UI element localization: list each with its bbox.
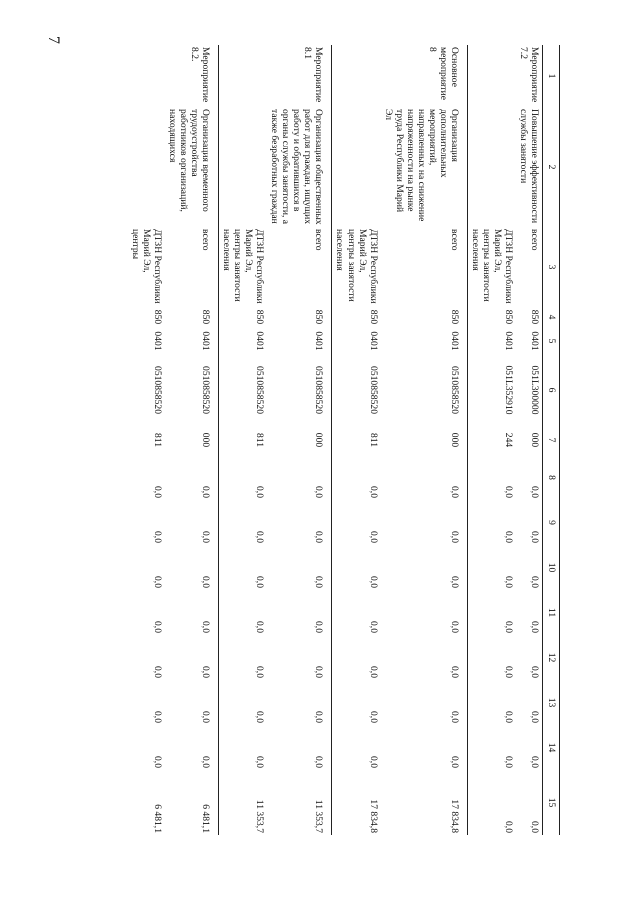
table-cell: Мероприятие 8.1 bbox=[267, 45, 332, 107]
table-body bbox=[128, 45, 543, 835]
table-cell: 0,0 bbox=[502, 821, 514, 833]
table-row bbox=[267, 45, 332, 835]
table-cell: 0,0 bbox=[381, 500, 468, 545]
table-cell: 850 bbox=[502, 309, 514, 325]
table-cell: 850 bbox=[529, 309, 540, 325]
table-cell: Основное мероприятие 8 bbox=[381, 45, 468, 107]
table-cell: ДТЗН Республики Марий Эл, центры занятости населения bbox=[334, 229, 379, 304]
table-cell: 0,0 bbox=[502, 486, 514, 498]
table-cell: 811 bbox=[152, 432, 164, 448]
table-cell: 0,0 bbox=[529, 621, 540, 633]
table-cell: 0,0 bbox=[381, 680, 468, 725]
table-cell: 0,0 bbox=[165, 590, 219, 635]
table-cell: 0,0 bbox=[529, 756, 540, 768]
table-cell: 811 bbox=[367, 432, 379, 448]
table-cell: 0,0 bbox=[502, 711, 514, 723]
table-cell: 0,0 bbox=[381, 725, 468, 770]
table-cell: 0,0 bbox=[529, 711, 540, 723]
table-cell: 051L352910 bbox=[502, 365, 514, 415]
table-cell: 0,0 bbox=[254, 756, 266, 768]
header-cell: 14 bbox=[543, 725, 560, 770]
table-cell bbox=[332, 107, 381, 227]
table-cell: 0,0 bbox=[267, 635, 332, 680]
table-cell: 0,0 bbox=[502, 756, 514, 768]
table-cell: 0401 bbox=[529, 331, 540, 351]
table-row bbox=[516, 45, 543, 835]
table-cell: 0,0 bbox=[529, 531, 540, 543]
table-cell bbox=[467, 107, 516, 227]
table-cell: 0510858520 bbox=[152, 366, 164, 414]
header-cell: 7 bbox=[543, 425, 560, 455]
table-cell: 850 bbox=[267, 307, 332, 327]
table-cell: 000 bbox=[381, 425, 468, 455]
table-cell: 0,0 bbox=[367, 486, 379, 498]
table-cell: 0,0 bbox=[152, 576, 164, 588]
table-cell: 0,0 bbox=[165, 545, 219, 590]
table-cell: 0,0 bbox=[381, 545, 468, 590]
header-row bbox=[543, 45, 560, 835]
table-cell: 0,0 bbox=[267, 590, 332, 635]
table-cell: 0401 bbox=[152, 331, 164, 351]
table-cell: 17 834,8 bbox=[381, 770, 468, 835]
table-row bbox=[219, 45, 268, 835]
table-cell: 6 481,1 bbox=[152, 804, 164, 833]
table-cell: 0,0 bbox=[529, 576, 540, 588]
table-row bbox=[467, 45, 516, 835]
table-cell: 0510858520 bbox=[267, 355, 332, 425]
table-cell: 11 353,7 bbox=[254, 799, 266, 833]
table-cell: 0,0 bbox=[502, 666, 514, 678]
table-cell: 0510858520 bbox=[381, 355, 468, 425]
page-number: 7 bbox=[45, 36, 62, 44]
table-cell: 000 bbox=[529, 432, 540, 448]
table-cell: 0,0 bbox=[502, 576, 514, 588]
table-cell: 0510858520 bbox=[254, 366, 266, 414]
table-cell: Мероприятие 7.2 bbox=[517, 47, 540, 103]
table-cell: 0,0 bbox=[529, 666, 540, 678]
table-cell: 850 bbox=[165, 307, 219, 327]
header-cell: 13 bbox=[543, 680, 560, 725]
table-cell: 850 bbox=[152, 309, 164, 325]
table-cell: 0,0 bbox=[267, 455, 332, 500]
table-cell: 0,0 bbox=[165, 500, 219, 545]
table-cell: Организация общественных работ для граждан, ищущих работу и обратившихся в органы службы занятости, а также безработных граждан bbox=[267, 107, 332, 227]
table-cell: Организация дополнительных мероприятий, направленных на снижение напряженности на рынке труда Республики Марий Эл bbox=[381, 107, 468, 227]
table-cell: 0,0 bbox=[165, 725, 219, 770]
table-cell: 0401 bbox=[254, 331, 266, 351]
header-cell: 6 bbox=[543, 355, 560, 425]
header-cell: 11 bbox=[543, 590, 560, 635]
table-cell: 17 834,8 bbox=[367, 799, 379, 833]
table-cell: 0,0 bbox=[165, 680, 219, 725]
table-cell: 0,0 bbox=[254, 486, 266, 498]
table-cell: 0,0 bbox=[381, 455, 468, 500]
header-cell: 3 bbox=[543, 227, 560, 307]
table-cell: 0,0 bbox=[529, 821, 540, 833]
table-cell: 0,0 bbox=[529, 486, 540, 498]
table-cell: 0,0 bbox=[152, 531, 164, 543]
table-cell bbox=[128, 45, 165, 107]
table-cell: 0,0 bbox=[165, 455, 219, 500]
table-cell bbox=[219, 107, 268, 227]
table-cell: 811 bbox=[254, 432, 266, 448]
table-cell: ДТЗН Республики Марий Эл, центры занятости населения bbox=[469, 229, 514, 304]
table-cell: всего bbox=[381, 227, 468, 307]
table-cell: 0401 bbox=[367, 331, 379, 351]
table-cell bbox=[467, 45, 516, 107]
table-row bbox=[332, 45, 381, 835]
table-cell: Организация временного трудоустройства работников организаций, находящихся bbox=[165, 107, 219, 227]
table-cell: 0510858520 bbox=[367, 366, 379, 414]
header-cell: 1 bbox=[543, 45, 560, 107]
table-row bbox=[165, 45, 219, 835]
header-cell: 8 bbox=[543, 455, 560, 500]
table-cell: 850 bbox=[254, 309, 266, 325]
header-cell: 4 bbox=[543, 307, 560, 327]
table-cell: 0,0 bbox=[267, 680, 332, 725]
table-cell: Повышение эффективности службы занятости bbox=[517, 109, 540, 224]
table-cell: всего bbox=[165, 227, 219, 307]
table-cell: 0,0 bbox=[367, 621, 379, 633]
table-cell: 0,0 bbox=[367, 531, 379, 543]
table-cell: 0,0 bbox=[152, 621, 164, 633]
table-cell: 244 bbox=[502, 432, 514, 448]
table-cell: 0,0 bbox=[152, 666, 164, 678]
table-cell: 0401 bbox=[267, 327, 332, 355]
table-cell: 0,0 bbox=[367, 576, 379, 588]
table-cell: 0,0 bbox=[152, 486, 164, 498]
table-cell bbox=[219, 45, 268, 107]
table-cell: 0,0 bbox=[267, 500, 332, 545]
table-cell: 850 bbox=[367, 309, 379, 325]
table-cell: 0510858520 bbox=[165, 355, 219, 425]
table-cell: 000 bbox=[267, 425, 332, 455]
table-cell: 0,0 bbox=[152, 756, 164, 768]
table-cell: 0,0 bbox=[367, 711, 379, 723]
table-cell: 6 481,1 bbox=[165, 770, 219, 835]
table-cell: 0,0 bbox=[367, 756, 379, 768]
table-cell: 000 bbox=[165, 425, 219, 455]
header-cell: 15 bbox=[543, 770, 560, 835]
table-cell: 0,0 bbox=[502, 531, 514, 543]
table-row bbox=[381, 45, 468, 835]
table-cell: 0,0 bbox=[267, 725, 332, 770]
budget-table bbox=[128, 45, 560, 835]
table-cell: 0,0 bbox=[502, 621, 514, 633]
table-cell: 0,0 bbox=[254, 531, 266, 543]
header-cell: 5 bbox=[543, 327, 560, 355]
table-cell: 0,0 bbox=[152, 711, 164, 723]
table-cell: всего bbox=[267, 227, 332, 307]
table-cell: всего bbox=[529, 229, 540, 251]
table-cell: ДТЗН Республики Марий Эл, центры занятости населения bbox=[221, 229, 266, 304]
table-cell: 051L300000 bbox=[529, 365, 540, 415]
header-cell: 12 bbox=[543, 635, 560, 680]
table-cell: 0401 bbox=[381, 327, 468, 355]
table-cell: 11 353,7 bbox=[267, 770, 332, 835]
table-cell: Мероприятие 8.2. bbox=[165, 45, 219, 107]
table-cell: 0,0 bbox=[254, 666, 266, 678]
table-cell: 0,0 bbox=[254, 621, 266, 633]
table-cell bbox=[128, 107, 165, 227]
header-cell: 9 bbox=[543, 500, 560, 545]
table-cell: 0401 bbox=[165, 327, 219, 355]
header-cell: 2 bbox=[543, 107, 560, 227]
table-cell: 0,0 bbox=[254, 711, 266, 723]
table-cell: ДТЗН Республики Марий Эл, центры bbox=[130, 229, 164, 304]
table-cell: 0,0 bbox=[165, 635, 219, 680]
table-cell: 0401 bbox=[502, 331, 514, 351]
table-row bbox=[128, 45, 165, 835]
table-cell: 0,0 bbox=[267, 545, 332, 590]
table-cell: 850 bbox=[381, 307, 468, 327]
rotated-table-page bbox=[40, 45, 560, 835]
table-cell: 0,0 bbox=[367, 666, 379, 678]
table-cell: 0,0 bbox=[381, 590, 468, 635]
header-cell: 10 bbox=[543, 545, 560, 590]
table-cell: 0,0 bbox=[381, 635, 468, 680]
table-cell: 0,0 bbox=[254, 576, 266, 588]
table-cell bbox=[332, 45, 381, 107]
